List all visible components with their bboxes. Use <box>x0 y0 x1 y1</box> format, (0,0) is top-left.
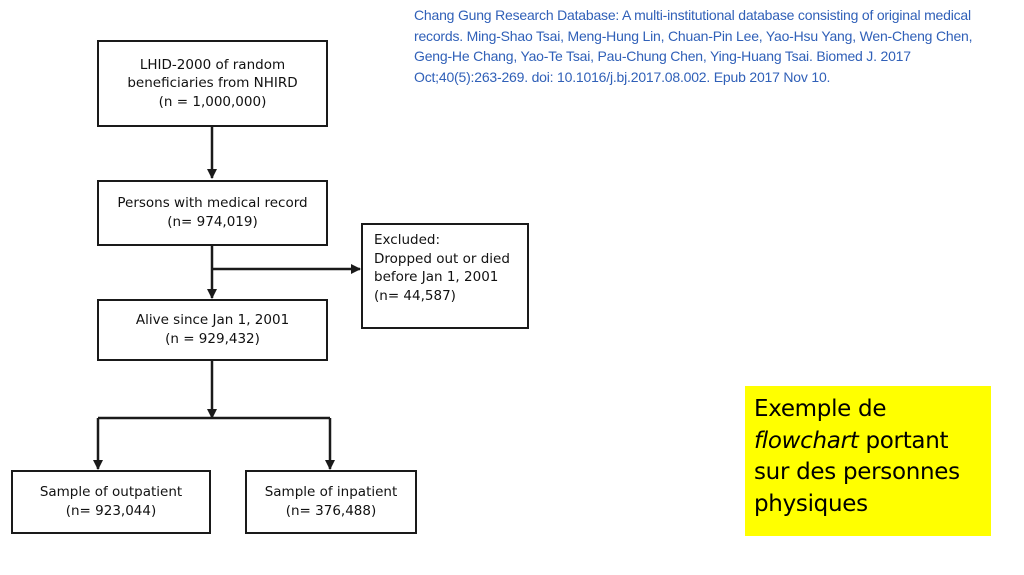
note-callout <box>745 386 991 536</box>
box-line: (n= 974,019) <box>167 214 258 230</box>
box-line: beneficiaries from NHIRD <box>127 75 298 92</box>
box-line: (n= 923,044) <box>65 503 157 519</box>
box-line: Alive since Jan 1, 2001 <box>135 312 290 329</box>
note-text-end: portant sur des personnes physiques <box>754 427 960 517</box>
note-text-start: Exemple de <box>754 396 887 422</box>
citation-line: Chang Gung Research Database: A multi-institutional database consisting of original medical <box>414 7 971 23</box>
box-line: (n= 376,488) <box>285 503 377 519</box>
box-excluded <box>361 223 529 329</box>
box-line: Excluded: <box>374 232 441 248</box>
box-inpatient <box>245 470 417 534</box>
box-outpatient <box>11 470 211 534</box>
citation-line: records. Ming-Shao Tsai, Meng-Hung Lin, Chuan-Pin Lee, Yao-Hsu Yang, Wen-Cheng Chen, <box>414 27 973 44</box>
box-source-population <box>97 40 328 127</box>
box-alive <box>97 299 328 361</box>
box-line: Sample of outpatient <box>39 484 183 501</box>
box-line: Persons with medical record <box>117 195 308 212</box>
box-line: Sample of inpatient <box>264 484 398 501</box>
box-line: (n = 1,000,000) <box>158 93 267 110</box>
box-line: before Jan 1, 2001 <box>374 269 499 286</box>
citation-line: Oct;40(5):263-269. doi: 10.1016/j.bj.2017.08.002. Epub 2017 Nov 10. <box>414 68 831 85</box>
box-line: (n = 929,432) <box>165 331 260 347</box>
note-text-emphasis: flowchart <box>754 427 859 454</box>
box-line: Dropped out or died <box>374 250 510 267</box>
citation-line: Geng-He Chang, Yao-Te Tsai, Pau-Chung Chen, Ying-Huang Tsai. Biomed J. 2017 <box>414 48 911 64</box>
box-line: (n= 44,587) <box>374 287 456 304</box>
box-medical-record <box>97 180 328 246</box>
box-line: LHID-2000 of random <box>139 56 286 73</box>
